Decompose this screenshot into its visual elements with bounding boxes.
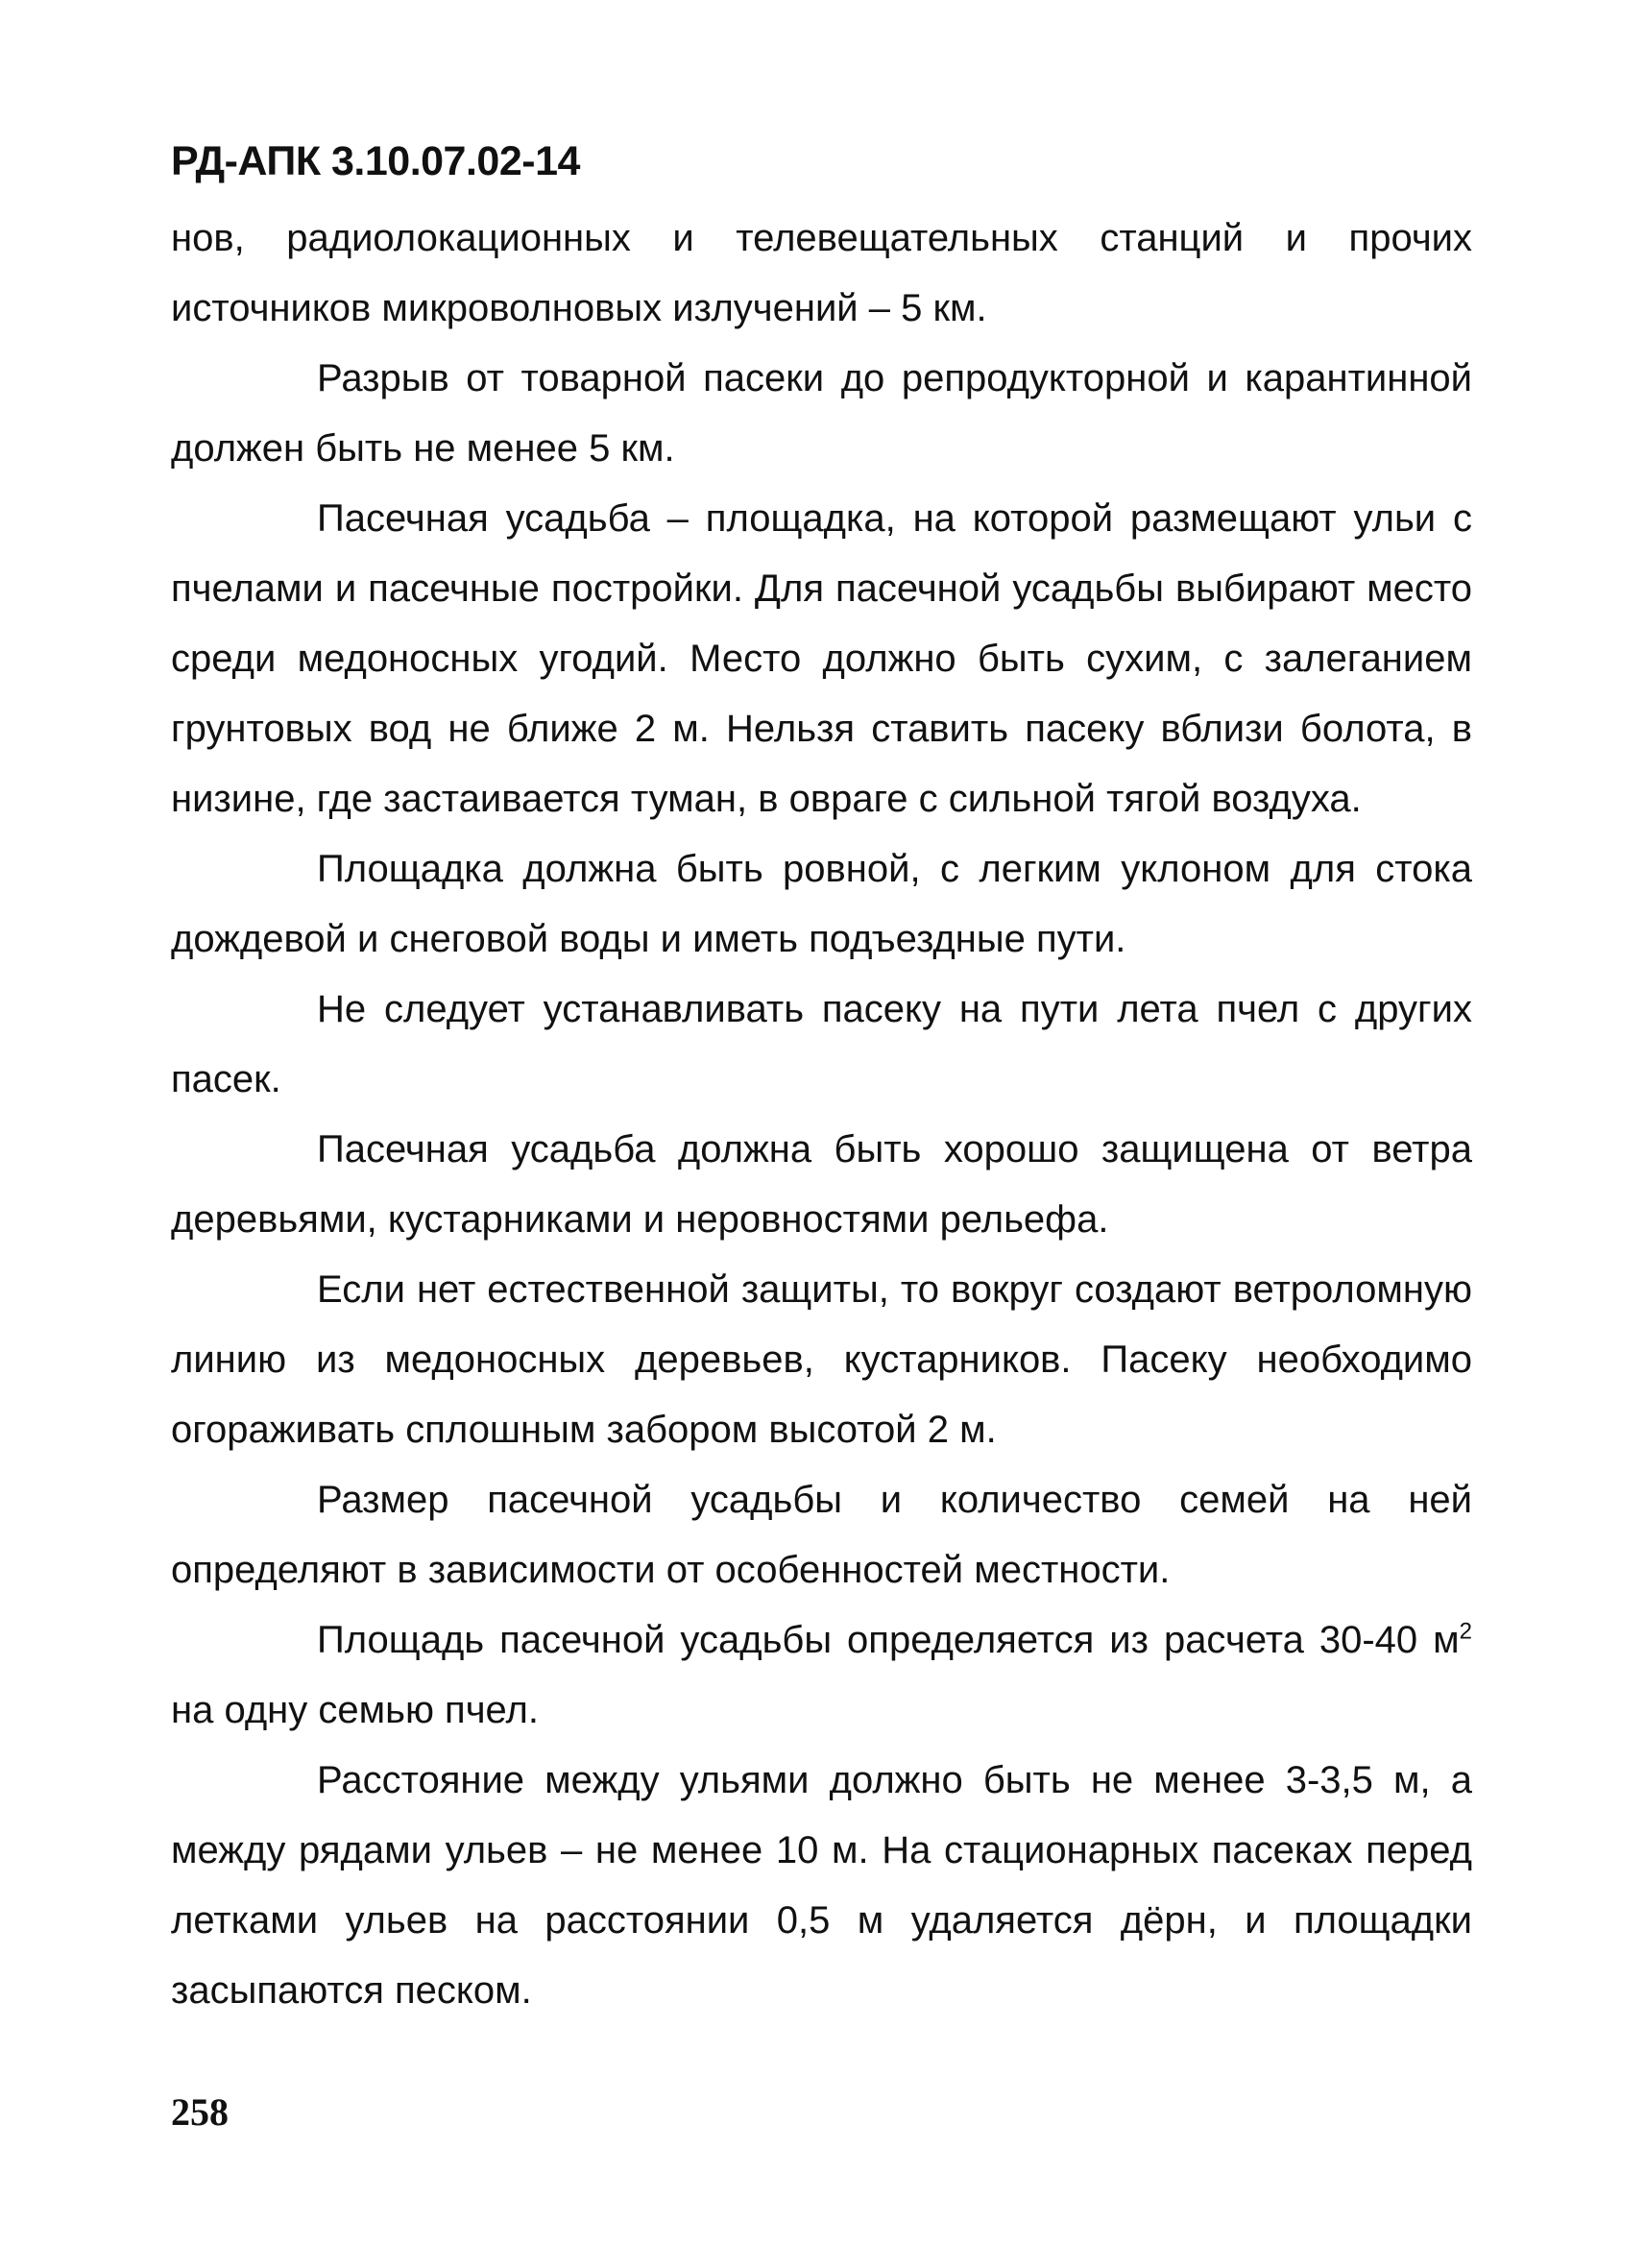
paragraph-1: нов, радиолокационных и телевещательных станций и прочих источников микроволновых излучений – 5 км. [171, 217, 1472, 329]
paragraph-9 [171, 1605, 1472, 1746]
paragraph-4: Площадка должна быть ровной, с легким уклоном для стока дождевой и снеговой воды и иметь подъездные пути. [171, 848, 1472, 960]
page-number: 258 [171, 2090, 229, 2134]
paragraph-8: Размер пасечной усадьбы и количество семей на ней определяют в зависимости от особенностей местности. [171, 1479, 1472, 1591]
paragraph-5: Не следует устанавливать пасеку на пути лета пчел с других пасек. [171, 988, 1472, 1100]
paragraph-6: Пасечная усадьба должна быть хорошо защищена от ветра деревьями, кустарниками и неровностями рельефа. [171, 1128, 1472, 1241]
paragraph-3: Пасечная усадьба – площадка, на которой размещают ульи с пчелами и пасечные постройки. Для пасечной усадьбы выбирают место среди медоносных угодий. Место должно быть сухим, с залеганием грунтовых вод не ближе 2 м. Нельзя ставить пасеку вблизи болота, в низине, где застаивается туман, в овраге с сильной тягой воздуха. [171, 497, 1472, 820]
paragraph-9-text-after: на одну семью пчел. [171, 1689, 539, 1731]
document-code-header: РД-АПК 3.10.07.02-14 [171, 138, 580, 184]
superscript-squared: 2 [1459, 1618, 1472, 1645]
paragraph-2: Разрыв от товарной пасеки до репродукторной и карантинной должен быть не менее 5 км. [171, 357, 1472, 470]
body-text [171, 204, 1472, 2026]
paragraph-9-text-before: Площадь пасечной усадьбы определяется из расчета 30-40 м [317, 1619, 1460, 1661]
paragraph-7: Если нет естественной защиты, то вокруг создают ветроломную линию из медоносных деревьев, кустарников. Пасеку необходимо огораживать сплошным забором высотой 2 м. [171, 1268, 1472, 1451]
paragraph-10: Расстояние между ульями должно быть не менее 3-3,5 м, а между рядами ульев – не менее 10 м. На стационарных пасеках перед летками ульев на расстоянии 0,5 м удаляется дёрн, и площадки засыпаются песком. [171, 1759, 1472, 2012]
